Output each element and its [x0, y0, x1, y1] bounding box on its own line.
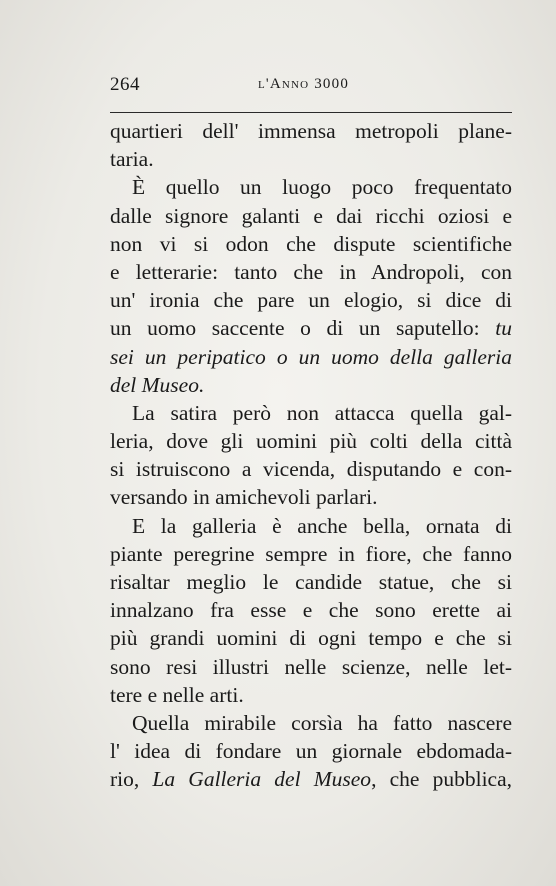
text-run: risaltar meglio le candide statue, che si	[110, 570, 512, 594]
text-line	[110, 145, 512, 173]
page-header	[110, 74, 512, 98]
text-run: l' idea di fondare un giornale ebdomada-	[110, 739, 512, 764]
text-line	[110, 230, 512, 258]
text-run: e letterarie: tanto che in Andropoli, con	[110, 259, 512, 284]
text-run: più grandi uomini di ogni tempo e che si	[110, 626, 512, 651]
text-run: innalzano fra esse e che sono erette ai	[110, 598, 512, 623]
text-line	[110, 258, 512, 286]
italic-run: tu	[495, 316, 512, 341]
text-line	[110, 399, 512, 427]
text-run: La satira però non attacca quella gal-	[132, 400, 512, 425]
text-line	[110, 371, 512, 399]
text-run: È quello un luogo poco frequentato	[132, 175, 512, 200]
text-run: versando in amichevoli parlari.	[110, 485, 378, 510]
text-run: si istruiscono a vicenda, disputando e con-	[110, 457, 512, 482]
text-line	[110, 343, 512, 371]
text-line	[110, 512, 512, 540]
header-rule	[110, 112, 512, 113]
text-line	[110, 427, 512, 455]
text-run: rio,	[110, 767, 153, 792]
text-line	[110, 681, 512, 709]
text-run: Quella mirabile corsìa ha fatto nascere	[132, 710, 512, 735]
italic-run: sei un peripatico o un uomo della galleria	[110, 344, 512, 369]
text-line	[110, 286, 512, 314]
text-run: sono resi illustri nelle scienze, nelle let-	[110, 654, 512, 679]
text-line	[110, 173, 512, 201]
text-line	[110, 709, 512, 737]
text-run: un' ironia che pare un elogio, si dice di	[110, 288, 512, 313]
text-run: un uomo saccente o di un saputello:	[110, 316, 496, 341]
text-run: piante peregrine sempre in fiore, che fanno	[110, 541, 512, 566]
text-line	[110, 540, 512, 568]
italic-run: La Galleria del Museo	[152, 767, 372, 792]
text-run: non vi si odon che dispute scientifiche	[110, 231, 512, 256]
text-line	[110, 653, 512, 681]
running-title: l'Anno 3000	[258, 76, 350, 92]
body-text	[110, 117, 512, 794]
italic-run: del Museo.	[110, 372, 205, 397]
text-run: leria, dove gli uomini più colti della città	[110, 429, 512, 454]
text-line	[110, 117, 512, 145]
text-line	[110, 765, 512, 793]
text-line	[110, 202, 512, 230]
text-line	[110, 483, 512, 511]
text-run: E la galleria è anche bella, ornata di	[132, 513, 512, 538]
text-line	[110, 737, 512, 765]
text-run: , che pubblica,	[371, 767, 512, 792]
text-run: quartieri dell' immensa metropoli plane-	[110, 119, 512, 143]
text-line	[110, 624, 512, 652]
text-run: tere e nelle arti.	[110, 682, 244, 707]
text-line	[110, 455, 512, 483]
text-line	[110, 314, 512, 342]
text-run: dalle signore galanti e dai ricchi oziosi e	[110, 203, 512, 228]
text-run: taria.	[110, 147, 154, 172]
text-line	[110, 596, 512, 624]
page-number: 264	[110, 74, 140, 95]
text-line	[110, 568, 512, 596]
